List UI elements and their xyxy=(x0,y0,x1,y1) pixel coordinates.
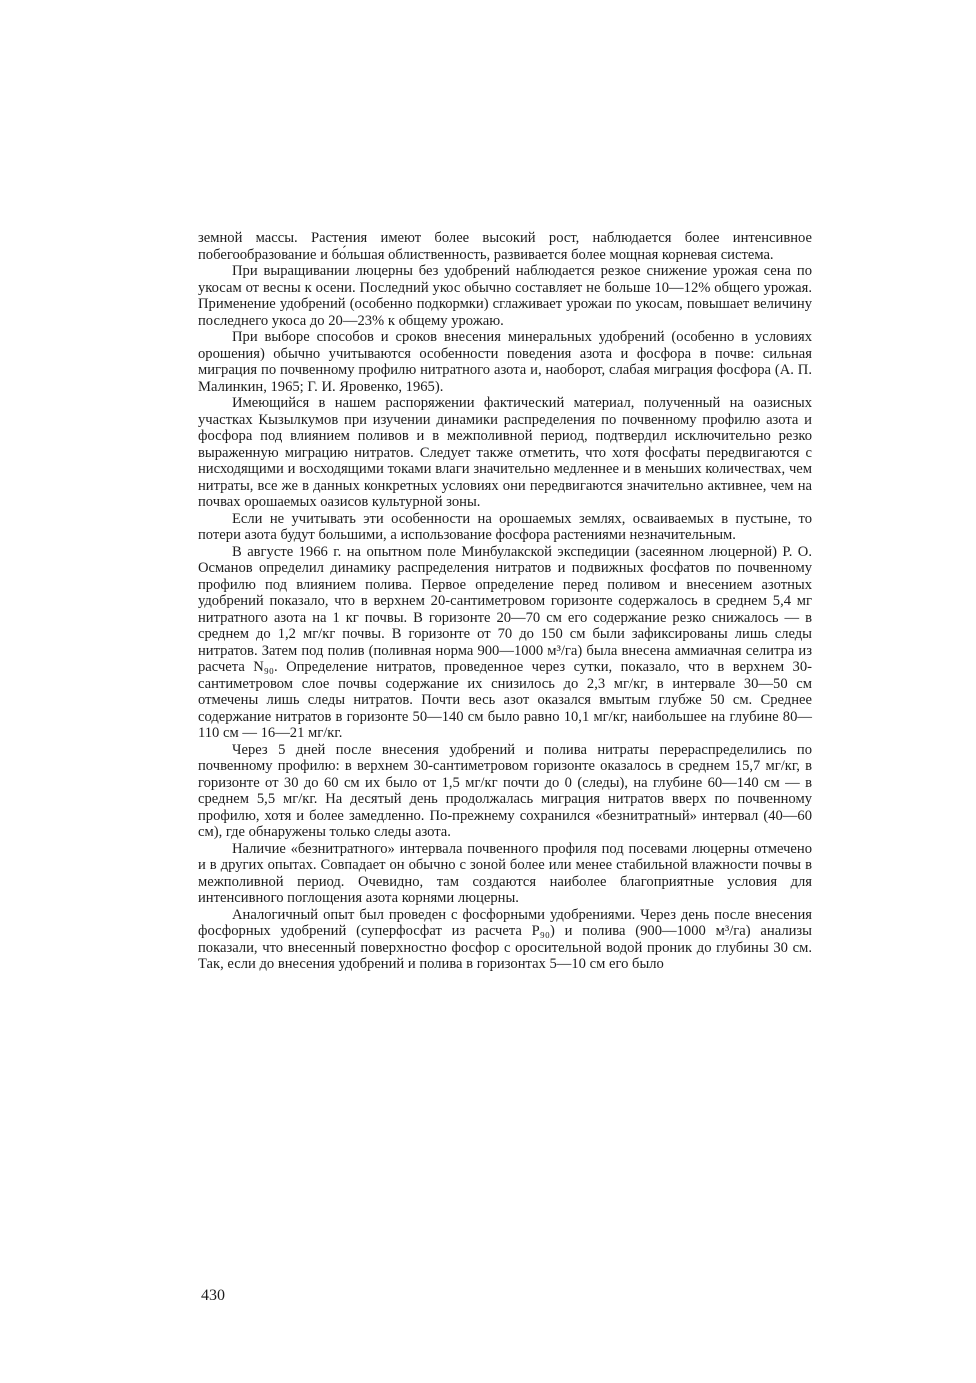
paragraph-5: Если не учитывать эти особенности на орошаемых землях, осваиваемых в пустыне, то потери азота будут большими, а использование фосфора растениями незначительным. xyxy=(198,510,812,543)
paragraph-8: Наличие «безнитратного» интервала почвенного профиля под посевами люцерны отмечено и в других опытах. Совпадает он обычно с зоной более или менее стабильной влажности почвы в межполивной период. Очевидно, там создаются наиболее благоприятные условия для интенсивного поглощения азота корнями люцерны. xyxy=(198,840,812,906)
paragraph-2: При выращивании люцерны без удобрений наблюдается резкое снижение урожая сена по укосам от весны к осени. Последний укос обычно составляет не больше 10—12% общего урожая. Применение удобрений (особенно подкормки) сглаживает урожаи по укосам, повышает величину последнего укоса до 20—23% к общему урожаю. xyxy=(198,263,812,329)
paragraph-7: Через 5 дней после внесения удобрений и полива нитраты перераспределились по почвенному профилю: в верхнем 30-сантиметровом горизонте оказалось в среднем 15,7 мг/кг, в горизонте от 30 до 60 см их было от 1,5 мг/кг почти до 0 (следы), на глубине 60—140 см — в среднем 5,5 мг/кг. На десятый день продолжалась миграция нитратов вверх по почвенному профилю, хотя и более замедленно. По-прежнему сохранился «безнитратный» интервал (40—60 см), где обнаружены только следы азота. xyxy=(198,741,812,840)
page-number: 430 xyxy=(201,1287,225,1304)
paragraph-1: земной массы. Растения имеют более высокий рост, наблюдается более интенсивное побегообразование и бо́льшая облиственность, развивается более мощная корневая система. xyxy=(198,230,812,263)
paragraph-3: При выборе способов и сроков внесения минеральных удобрений (особенно в условиях орошения) обычно учитываются особенности поведения азота и фосфора в почве: сильная миграция по почвенному профилю нитратного азота и, наоборот, слабая миграция фосфора (А. П. Малинкин, 1965; Г. И. Яровенко, 1965). xyxy=(198,329,812,395)
paragraph-4: Имеющийся в нашем распоряжении фактический материал, полученный на оазисных участках Кызылкумов при изучении динамики распределения по почвенному профилю азота и фосфора под влиянием поливов и в межполивной период, подтвердил исключительно резко выраженную миграцию нитратов. Следует также отметить, что хотя фосфаты передвигаются с нисходящими и восходящими токами влаги значительно медленнее и в меньших количествах, чем нитраты, все же в данных конкретных условиях они передвигаются значительно активнее, чем на почвах орошаемых оазисов культурной зоны. xyxy=(198,395,812,510)
paragraph-9: Аналогичный опыт был проведен с фосфорными удобрениями. Через день после внесения фосфорных удобрений (суперфосфат из расчета P₉₀) и полива (900—1000 м³/га) анализы показали, что внесенный поверхностно фосфор с оросительной водой проник до глубины 30 см. Так, если до внесения удобрений и полива в горизонтах 5—10 см его было xyxy=(198,906,812,972)
body-text xyxy=(198,230,812,973)
paragraph-6: В августе 1966 г. на опытном поле Минбулакской экспедиции (засеянном люцерной) Р. О. Османов определил динамику распределения нитратов и подвижных фосфатов по почвенному профилю под влиянием полива. Первое определение перед поливом и внесением азотных удобрений показало, что в верхнем 20-сантиметровом горизонте содержалось в среднем 5,4 мг нитратного азота на 1 кг почвы. В горизонте 20—70 см его содержание резко снижалось — в среднем до 1,2 мг/кг почвы. В горизонте от 70 до 150 см были зафиксированы лишь следы нитратов. Затем под полив (поливная норма 900—1000 м³/га) была внесена аммиачная селитра из расчета N₉₀. Определение нитратов, проведенное через сутки, показало, что в верхнем 30-сантиметровом слое почвы содержание их снизилось до 2,3 мг/кг, в интервале 30—50 см отмечены лишь следы нитратов. Почти весь азот оказался вмытым глубже 50 см. Среднее содержание нитратов в горизонте 50—140 см было равно 10,1 мг/кг, наибольшее на глубине 80—110 см — 16—21 мг/кг. xyxy=(198,543,812,741)
